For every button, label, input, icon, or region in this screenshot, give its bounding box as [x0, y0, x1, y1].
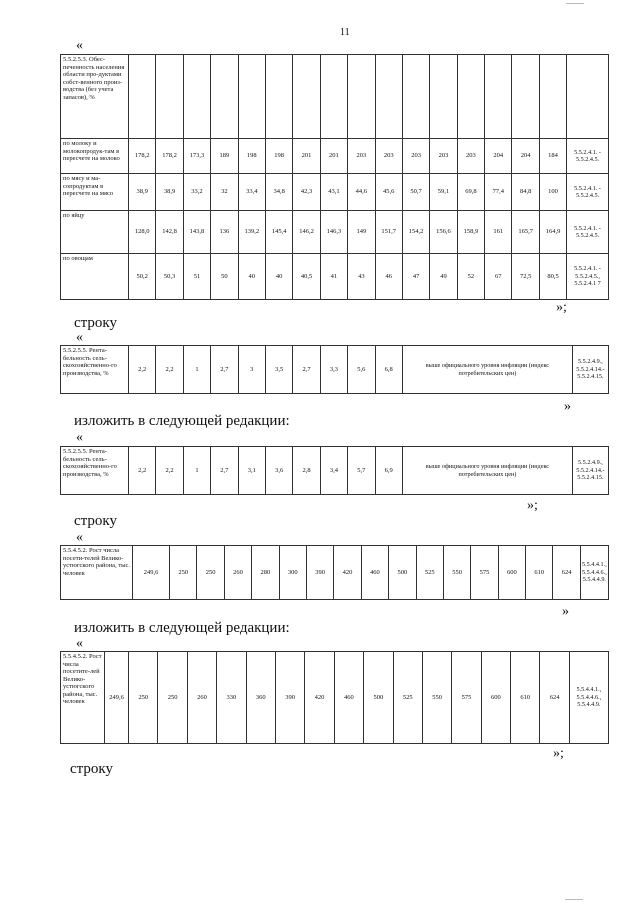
value-cell: 600 [498, 546, 525, 600]
value-cell: 3,5 [265, 346, 292, 394]
value-cell: 390 [306, 546, 333, 600]
value-cell: 178,2 [156, 139, 183, 174]
value-cell: 2,7 [211, 447, 238, 495]
value-cell: 460 [361, 546, 388, 600]
close-quote-semicolon: »; [527, 498, 538, 513]
value-cell: 43,1 [320, 174, 347, 211]
open-quote: « [76, 330, 83, 345]
value-cell: 80,5 [539, 254, 566, 300]
value-cell: 84,8 [512, 174, 539, 211]
value-cell: 3,3 [320, 346, 347, 394]
close-quote-semicolon: »; [553, 746, 564, 761]
value-cell: 161 [485, 211, 512, 254]
value-cell: 3,6 [265, 447, 292, 495]
value-cell: 390 [275, 652, 304, 744]
value-cell: 2,2 [129, 346, 156, 394]
value-cell: 50,2 [129, 254, 156, 300]
value-cell: 178,2 [129, 139, 156, 174]
value-cell: 5,6 [348, 346, 375, 394]
value-cell: 201 [293, 139, 320, 174]
value-cell: 550 [422, 652, 451, 744]
table-row [61, 174, 609, 211]
value-cell: 3,4 [320, 447, 347, 495]
reference-cell: 5.5.4.4.1., 5.5.4.4.6., 5.5.4.4.9. [569, 652, 608, 744]
reference-cell: 5.5.2.4.1. - 5.5.2.4.5. [567, 211, 609, 254]
value-cell: 330 [217, 652, 246, 744]
value-cell: 50,7 [402, 174, 429, 211]
reference-cell: 5.5.4.4.1., 5.5.4.4.6., 5.5.4.4.9. [580, 546, 608, 600]
value-cell: 600 [481, 652, 510, 744]
open-quote: « [76, 636, 83, 651]
value-cell: 38,9 [156, 174, 183, 211]
table-row [61, 346, 609, 394]
scan-artifact [566, 3, 584, 4]
value-cell: 1 [183, 447, 210, 495]
value-cell: 203 [430, 139, 457, 174]
value-cell: 49 [430, 254, 457, 300]
value-cell: 420 [305, 652, 334, 744]
table-row [61, 254, 609, 300]
reference-cell: 5.5.2.4.1. - 5.5.2.4.5., 5.5.2.4.1 7 [567, 254, 609, 300]
value-cell: 43 [348, 254, 375, 300]
value-cell: 6,9 [375, 447, 402, 495]
value-cell: 204 [485, 139, 512, 174]
value-cell: 460 [334, 652, 363, 744]
value-cell: 77,4 [485, 174, 512, 211]
value-cell: 203 [375, 139, 402, 174]
value-cell: 164,9 [539, 211, 566, 254]
value-cell: 142,8 [156, 211, 183, 254]
reference-cell: 5.5.2.4.9., 5.5.2.4.14.- 5.5.2.4.15. [572, 447, 608, 495]
close-quote: » [562, 604, 569, 619]
value-cell: 51 [183, 254, 210, 300]
value-cell: 500 [364, 652, 393, 744]
row-label: по яйцу [61, 211, 129, 254]
open-quote: « [76, 530, 83, 545]
row-label: 5.5.2.5.5. Рента-бельность сель-скохозяйственно-го производства, % [61, 346, 129, 394]
value-cell: 59,1 [430, 174, 457, 211]
table-supply [60, 54, 609, 300]
word-new-edition: изложить в следующей редакции: [74, 620, 290, 636]
value-cell: 249,6 [105, 652, 129, 744]
value-cell: 139,2 [238, 211, 265, 254]
value-cell: 3 [238, 346, 265, 394]
value-cell: 42,3 [293, 174, 320, 211]
word-row: строку [70, 761, 113, 777]
value-cell: 50 [211, 254, 238, 300]
value-cell: 50,3 [156, 254, 183, 300]
word-row: строку [74, 315, 117, 331]
value-cell: 67 [485, 254, 512, 300]
value-cell: 72,5 [512, 254, 539, 300]
table-row [61, 211, 609, 254]
value-cell: 260 [187, 652, 216, 744]
value-cell: 45,6 [375, 174, 402, 211]
open-quote: « [76, 430, 83, 445]
table-header-row [61, 55, 609, 139]
close-quote: » [564, 399, 571, 414]
value-cell: 360 [246, 652, 275, 744]
value-cell: 40,5 [293, 254, 320, 300]
value-cell: 38,9 [129, 174, 156, 211]
value-cell: 624 [553, 546, 580, 600]
indicator-label: 5.5.2.5.3. Обес-печенность населения области про-дуктами собст-венного произ-водства (без учета запасов), % [61, 55, 129, 139]
row-label: по овощам [61, 254, 129, 300]
value-cell: 32 [211, 174, 238, 211]
reference-cell: 5.5.2.4.9., 5.5.2.4.14.- 5.5.2.4.15. [572, 346, 608, 394]
value-cell: 128,0 [129, 211, 156, 254]
table-row [61, 139, 609, 174]
reference-cell: 5.5.2.4.1. - 5.5.2.4.5. [567, 174, 609, 211]
value-cell: 198 [265, 139, 292, 174]
table-visitors-new [60, 651, 609, 744]
row-label: 5.5.2.5.5. Рента-бельность сель-скохозяйственно-го производства, % [61, 447, 129, 495]
value-cell: 2,2 [156, 346, 183, 394]
value-cell: 2,7 [293, 346, 320, 394]
value-cell: 46 [375, 254, 402, 300]
value-cell: 2,7 [211, 346, 238, 394]
value-cell: 184 [539, 139, 566, 174]
value-cell: 6,8 [375, 346, 402, 394]
table-profitability-new [60, 446, 609, 495]
value-cell: 420 [334, 546, 361, 600]
row-label: по мясу и ма-сопродуктам в пересчете на мясо [61, 174, 129, 211]
value-cell: 189 [211, 139, 238, 174]
table-row [61, 652, 609, 744]
value-cell: 250 [170, 546, 197, 600]
value-cell: 33,4 [238, 174, 265, 211]
page-number: 11 [340, 27, 350, 38]
value-cell: 610 [526, 546, 553, 600]
value-cell: 34,8 [265, 174, 292, 211]
value-cell: 250 [197, 546, 224, 600]
value-cell: 525 [416, 546, 443, 600]
value-cell: 40 [238, 254, 265, 300]
value-cell: 151,7 [375, 211, 402, 254]
row-label: по молоку и молокопродук-там в пересчете на молоко [61, 139, 129, 174]
reference-cell: 5.5.2.4.1. - 5.5.2.4.5. [567, 139, 609, 174]
value-cell: 173,3 [183, 139, 210, 174]
value-cell: 40 [265, 254, 292, 300]
value-cell: 2,8 [293, 447, 320, 495]
value-cell: 44,6 [348, 174, 375, 211]
row-label: 5.5.4.5.2. Рост числа посети-телей Велико-устюгского района, тыс. человек [61, 546, 133, 600]
inflation-note: выше официального уровня инфляции (индекс потребительских цен) [402, 447, 572, 495]
value-cell: 2,2 [156, 447, 183, 495]
value-cell: 158,9 [457, 211, 484, 254]
value-cell: 69,8 [457, 174, 484, 211]
value-cell: 550 [443, 546, 470, 600]
value-cell: 3,1 [238, 447, 265, 495]
value-cell: 41 [320, 254, 347, 300]
word-new-edition: изложить в следующей редакции: [74, 413, 290, 429]
value-cell: 610 [511, 652, 540, 744]
value-cell: 260 [224, 546, 251, 600]
value-cell: 52 [457, 254, 484, 300]
value-cell: 204 [512, 139, 539, 174]
value-cell: 149 [348, 211, 375, 254]
value-cell: 203 [457, 139, 484, 174]
value-cell: 198 [238, 139, 265, 174]
value-cell: 146,3 [320, 211, 347, 254]
close-quote-semicolon: »; [556, 300, 567, 315]
value-cell: 203 [402, 139, 429, 174]
value-cell: 525 [393, 652, 422, 744]
value-cell: 203 [348, 139, 375, 174]
value-cell: 156,6 [430, 211, 457, 254]
table-row [61, 447, 609, 495]
value-cell: 165,7 [512, 211, 539, 254]
value-cell: 154,2 [402, 211, 429, 254]
value-cell: 575 [471, 546, 498, 600]
table-row [61, 546, 609, 600]
value-cell: 575 [452, 652, 481, 744]
value-cell: 47 [402, 254, 429, 300]
value-cell: 146,2 [293, 211, 320, 254]
scan-artifact [565, 899, 583, 900]
value-cell: 145,4 [265, 211, 292, 254]
value-cell: 624 [540, 652, 569, 744]
value-cell: 33,2 [183, 174, 210, 211]
inflation-note: выше официального уровня инфляции (индекс потребительских цен) [402, 346, 572, 394]
value-cell: 201 [320, 139, 347, 174]
open-quote: « [76, 38, 83, 53]
value-cell: 143,8 [183, 211, 210, 254]
table-profitability-old [60, 345, 609, 394]
row-label: 5.5.4.5.2. Рост числа посетите-лей Велико-устюгского района, тыс. человек [61, 652, 105, 744]
value-cell: 249,6 [133, 546, 170, 600]
value-cell: 2,2 [129, 447, 156, 495]
word-row: строку [74, 513, 117, 529]
value-cell: 300 [279, 546, 306, 600]
value-cell: 250 [129, 652, 158, 744]
table-visitors-old [60, 545, 609, 600]
value-cell: 500 [389, 546, 416, 600]
value-cell: 136 [211, 211, 238, 254]
value-cell: 100 [539, 174, 566, 211]
value-cell: 1 [183, 346, 210, 394]
value-cell: 280 [252, 546, 279, 600]
value-cell: 5,7 [348, 447, 375, 495]
value-cell: 250 [158, 652, 187, 744]
